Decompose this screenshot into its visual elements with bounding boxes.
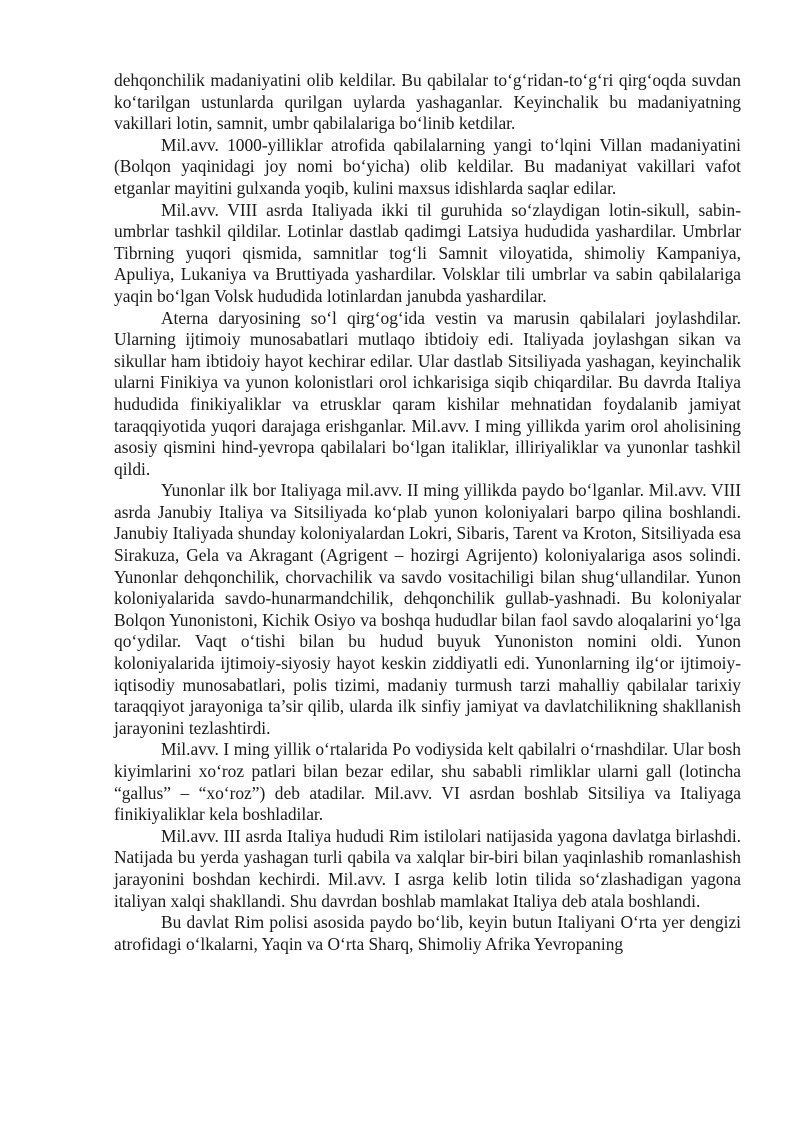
paragraph-villan-culture: Mil.avv. 1000-yilliklar atrofida qabilalarning yangi to‘lqini Villan madaniyatini (Bolqon yaqinidagi joy nomi bo‘yicha) olib keldilar. Bu madaniyat vakillari vafot etganlar mayitini gulxanda yoqib, kulini maxsus idishlarda saqlar edilar.: [114, 134, 741, 198]
paragraph-celts-gauls: Mil.avv. I ming yillik o‘rtalarida Po vodiysida kelt qabilalri o‘rnashdilar. Ular bosh kiyimlarini xo‘roz patlari bilan bezar edilar, shu sababli rimliklar ularni gall (lotincha “gallus” – “xo‘roz”) deb atadilar. Mil.avv. VI asrdan boshlab Sitsiliya va Italiyaga finikiyaliklar kela boshladilar.: [114, 739, 741, 825]
paragraph-language-groups: Mil.avv. VIII asrda Italiyada ikki til guruhida so‘zlaydigan lotin-sikull, sabin-umbrlar tashkil qildilar. Lotinlar dastlab qadimgi Latsiya hududida yashardilar. Umbrlar Tibrning yuqori qismida, samnitlar tog‘li Samnit viloyatida, shimoliy Kampaniya, Apuliya, Lukaniya va Bruttiyada yashardilar. Volsklar tili umbrlar va sabin qabilalariga yaqin bo‘lgan Volsk hududida lotinlardan janubda yashardilar.: [114, 199, 741, 306]
paragraph-roman-unification: Mil.avv. III asrda Italiya hududi Rim istilolari natijasida yagona davlatga birlashdi. Natijada bu yerda yashagan turli qabila va xalqlar bir-biri bilan yaqinlashib romanlashish jarayonini boshdan kechirdi. Mil.avv. I asrga kelib lotin tilida so‘zlashadigan yagona italiyan xalqi shakllandi. Shu davrdan boshlab mamlakat Italiya deb atala boshlandi.: [114, 825, 741, 911]
paragraph-continuation: dehqonchilik madaniyatini olib keldilar. Bu qabilalar to‘g‘ridan-to‘g‘ri qirg‘oqda suvdan ko‘tarilgan ustunlarda qurilgan uylarda yashaganlar. Keyinchalik bu madaniyatning vakillari lotin, samnit, umbr qabilalariga bo‘linib ketdilar.: [114, 70, 741, 134]
document-page: [114, 70, 741, 955]
paragraph-aterna-river: Aterna daryosining so‘l qirg‘og‘ida vestin va marusin qabilalari joylashdilar. Ularning ijtimoiy munosabatlari mutlaqo ibtidoiy edi. Italiyada joylashgan sikan va sikullar ham ibtidoiy hayot kechirar edilar. Ular dastlab Sitsiliyada yashagan, keyinchalik ularni Finikiya va yunon kolonistlari orol ichkarisiga siqib chiqardilar. Bu davrda Italiya hududida finikiyaliklar va etrusklar qaram kishilar mehnatidan foydalanib jamiyat taraqqiyotida yuqori darajaga erishganlar. Mil.avv. I ming yillikda yarim orol aholisining asosiy qismini hind-yevropa qabilalari bo‘lgan italiklar, illiriyaliklar va yunonlar tashkil qildi.: [114, 307, 741, 479]
paragraph-rome-polis: Bu davlat Rim polisi asosida paydo bo‘lib, keyin butun Italiyani O‘rta yer dengizi atrofidagi o‘lkalarni, Yaqin va O‘rta Sharq, Shimoliy Afrika Yevropaning: [114, 912, 741, 954]
paragraph-greek-colonies: Yunonlar ilk bor Italiyaga mil.avv. II ming yillikda paydo bo‘lganlar. Mil.avv. VIII asrda Janubiy Italiya va Sitsiliyada ko‘plab yunon koloniyalari barpo qilina boshlandi. Janubiy Italiyada shunday koloniyalardan Lokri, Sibaris, Tarent va Kroton, Sitsiliyada esa Sirakuza, Gela va Akragant (Agrigent – hozirgi Agrijento) koloniyalariga asos solindi. Yunonlar dehqonchilik, chorvachilik va savdo vositachiligi bilan shug‘ullandilar. Yunon koloniyalarida savdo-hunarmandchilik, dehqonchilik gullab-yashnadi. Bu koloniyalar Bolqon Yunonistoni, Kichik Osiyo va boshqa hududlar bilan faol savdo aloqalarini yo‘lga qo‘ydilar. Vaqt o‘tishi bilan bu hudud buyuk Yunoniston nomini oldi. Yunon koloniyalarida ijtimoiy-siyosiy hayot keskin ziddiyatli edi. Yunonlarning ilg‘or ijtimoiy-iqtisodiy munosabatlari, polis tizimi, madaniy turmush tarzi mahalliy qabilalar tarixiy taraqqiyot jarayoniga ta’sir qilib, ularda ilk sinfiy jamiyat va davlatchilikning shakllanish jarayonini tezlashtirdi.: [114, 480, 741, 738]
